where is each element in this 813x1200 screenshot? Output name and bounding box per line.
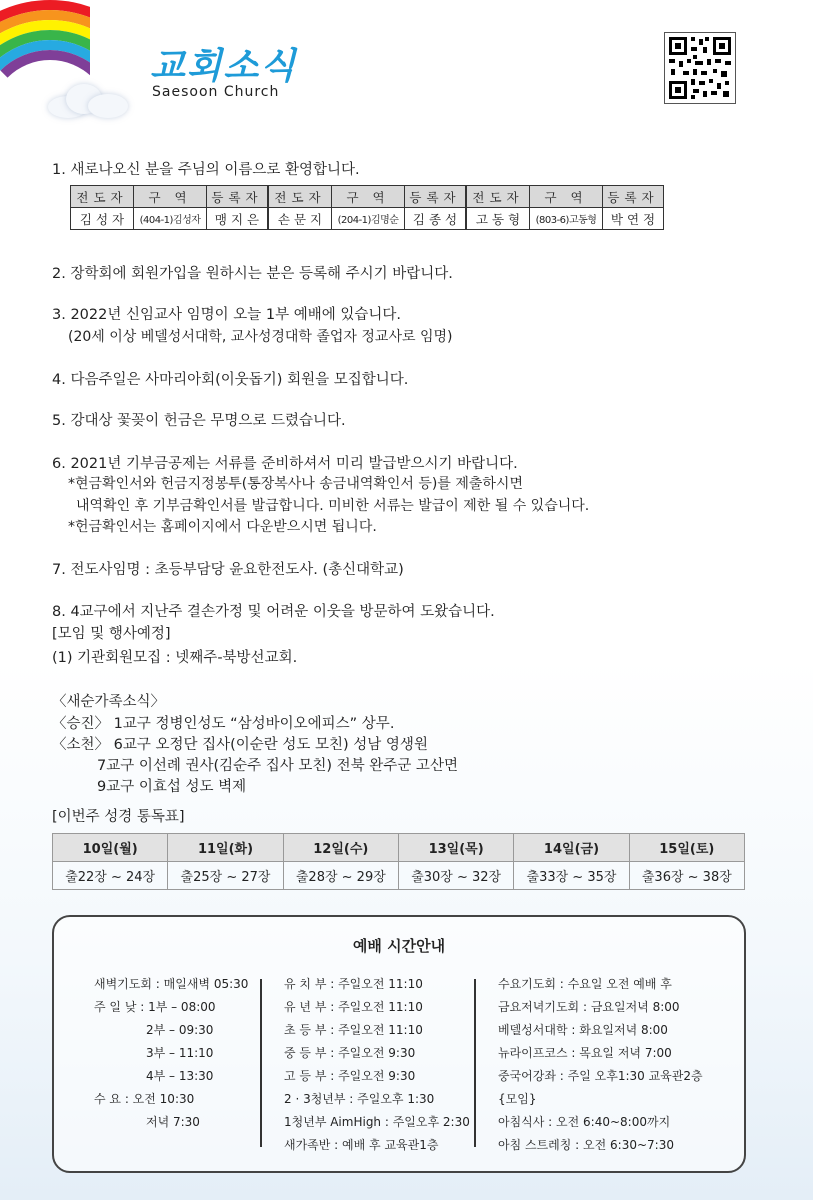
schedule-line: 아침식사 : 오전 6:40~8:00까지 [498, 1115, 671, 1129]
bible-reading-heading: [이번주 성경 통독표] [52, 809, 185, 825]
cloud-icon [48, 84, 128, 118]
schedule-line: 새가족반 : 예배 후 교육관1층 [284, 1138, 439, 1152]
schedule-line: 베델성서대학 : 화요일저녁 8:00 [498, 1023, 668, 1037]
notice-7: 7. 전도사임명 : 초등부담당 윤요한전도사. (총신대학교) [52, 562, 404, 578]
day-header: 10일(월) [53, 834, 168, 862]
notice-6-detail-1: *현금확인서와 헌금지정봉투(통장복사나 송금내역확인서 등)를 제출하시면 [68, 476, 523, 492]
schedule-line: 유 년 부 : 주일오전 11:10 [284, 1000, 423, 1014]
notice-2: 2. 장학회에 회원가입을 원하시는 분은 등록해 주시기 바랍니다. [52, 266, 453, 282]
notice-3-detail: (20세 이상 베델성서대학, 교사성경대학 졸업자 정교사로 임명) [68, 329, 453, 345]
reading-cell: 출30장 ~ 32장 [398, 862, 513, 890]
schedule-line: 뉴라이프코스 : 목요일 저녁 7:00 [498, 1046, 672, 1060]
page-title: 교회소식 [150, 46, 298, 87]
events-heading: [모임 및 행사예정] [52, 626, 171, 642]
schedule-line: 초 등 부 : 주일오전 11:10 [284, 1023, 423, 1037]
worship-col-1 [94, 975, 248, 1136]
family-news-passing-1: 〈소천〉 6교구 오정단 집사(이순란 성도 모친) 성남 영생원 [52, 737, 428, 753]
day-header: 11일(화) [168, 834, 283, 862]
newcomer-table-2: 전도자 구 역 등록자 손 문 지 (204-1)김명순 김 종 성 [268, 185, 466, 230]
notice-6-detail-2: 내역확인 후 기부금확인서를 발급합니다. 미비한 서류는 발급이 제한 될 수 있습니다. [76, 498, 590, 514]
schedule-line: 주 일 낮 : 1부 – 08:00 [94, 1000, 216, 1014]
family-news-heading: 〈새순가족소식〉 [52, 694, 166, 710]
notice-1: 1. 새로나오신 분을 주님의 이름으로 환영합니다. [52, 162, 360, 178]
schedule-line: 고 등 부 : 주일오전 9:30 [284, 1069, 416, 1083]
newcomer-table-3: 전도자 구 역 등록자 고 동 형 (803-6)고동형 박 연 정 [466, 185, 664, 230]
schedule-line: 4부 – 13:30 [146, 1069, 214, 1083]
column-divider [260, 979, 262, 1147]
family-news-promotion: 〈승진〉 1교구 정병인성도 “삼성바이오에피스” 상무. [52, 716, 395, 732]
worship-col-2 [284, 975, 470, 1159]
schedule-line: 중국어강좌 : 주일 오후1:30 교육관2층 [498, 1069, 703, 1083]
church-name: Saesoon Church [152, 84, 280, 100]
notice-5: 5. 강대상 꽃꽂이 헌금은 무명으로 드렸습니다. [52, 413, 346, 429]
schedule-line: 유 치 부 : 주일오전 11:10 [284, 977, 423, 991]
events-item-1: (1) 기관회원모집 : 넷째주-북방선교회. [52, 650, 298, 666]
reading-cell: 출25장 ~ 27장 [168, 862, 283, 890]
worship-col-3 [498, 975, 703, 1159]
schedule-line: 중 등 부 : 주일오전 9:30 [284, 1046, 416, 1060]
reading-cell: 출28장 ~ 29장 [283, 862, 398, 890]
worship-schedule-title: 예배 시간안내 [352, 937, 446, 955]
reading-cell: 출36장 ~ 38장 [629, 862, 744, 890]
schedule-line: 아침 스트레칭 : 오전 6:30~7:30 [498, 1138, 674, 1152]
reading-cell: 출22장 ~ 24장 [53, 862, 168, 890]
notice-8: 8. 4교구에서 지난주 결손가정 및 어려운 이웃을 방문하여 도왔습니다. [52, 604, 495, 620]
schedule-line: 금요저녁기도회 : 금요일저녁 8:00 [498, 1000, 680, 1014]
reading-cell: 출33장 ~ 35장 [514, 862, 629, 890]
family-news-passing-3: 9교구 이효섭 성도 벽제 [97, 779, 247, 795]
column-divider [474, 979, 476, 1147]
schedule-line: 1청년부 AimHigh : 주일오후 2:30 [284, 1115, 470, 1129]
day-header: 12일(수) [283, 834, 398, 862]
family-news-passing-2: 7교구 이선례 권사(김순주 집사 모친) 전북 완주군 고산면 [97, 758, 458, 774]
schedule-line: 수 요 : 오전 10:30 [94, 1092, 195, 1106]
schedule-line: 수요기도회 : 수요일 오전 예배 후 [498, 977, 672, 991]
qr-code-icon[interactable] [664, 32, 736, 104]
bible-reading-table [52, 833, 745, 890]
schedule-line: {모임} [498, 1092, 537, 1106]
schedule-line: 저녁 7:30 [146, 1115, 200, 1129]
worship-schedule-box [52, 915, 746, 1173]
notice-4: 4. 다음주일은 사마리아회(이웃돕기) 회원을 모집합니다. [52, 372, 409, 388]
schedule-line: 2 · 3청년부 : 주일오후 1:30 [284, 1092, 435, 1106]
day-header: 13일(목) [398, 834, 513, 862]
notice-6: 6. 2021년 기부금공제는 서류를 준비하셔서 미리 발급받으시기 바랍니다. [52, 456, 518, 472]
notice-3: 3. 2022년 신임교사 임명이 오늘 1부 예배에 있습니다. [52, 307, 401, 323]
schedule-line: 3부 – 11:10 [146, 1046, 214, 1060]
day-header: 14일(금) [514, 834, 629, 862]
notice-6-detail-3: *헌금확인서는 홈페이지에서 다운받으시면 됩니다. [68, 519, 377, 535]
day-header: 15일(토) [629, 834, 744, 862]
newcomer-table-1: 전도자 구 역 등록자 김 성 자 (404-1)김성자 맹 지 은 [70, 185, 268, 230]
schedule-line: 새벽기도회 : 매일새벽 05:30 [94, 977, 249, 991]
schedule-line: 2부 – 09:30 [146, 1023, 214, 1037]
